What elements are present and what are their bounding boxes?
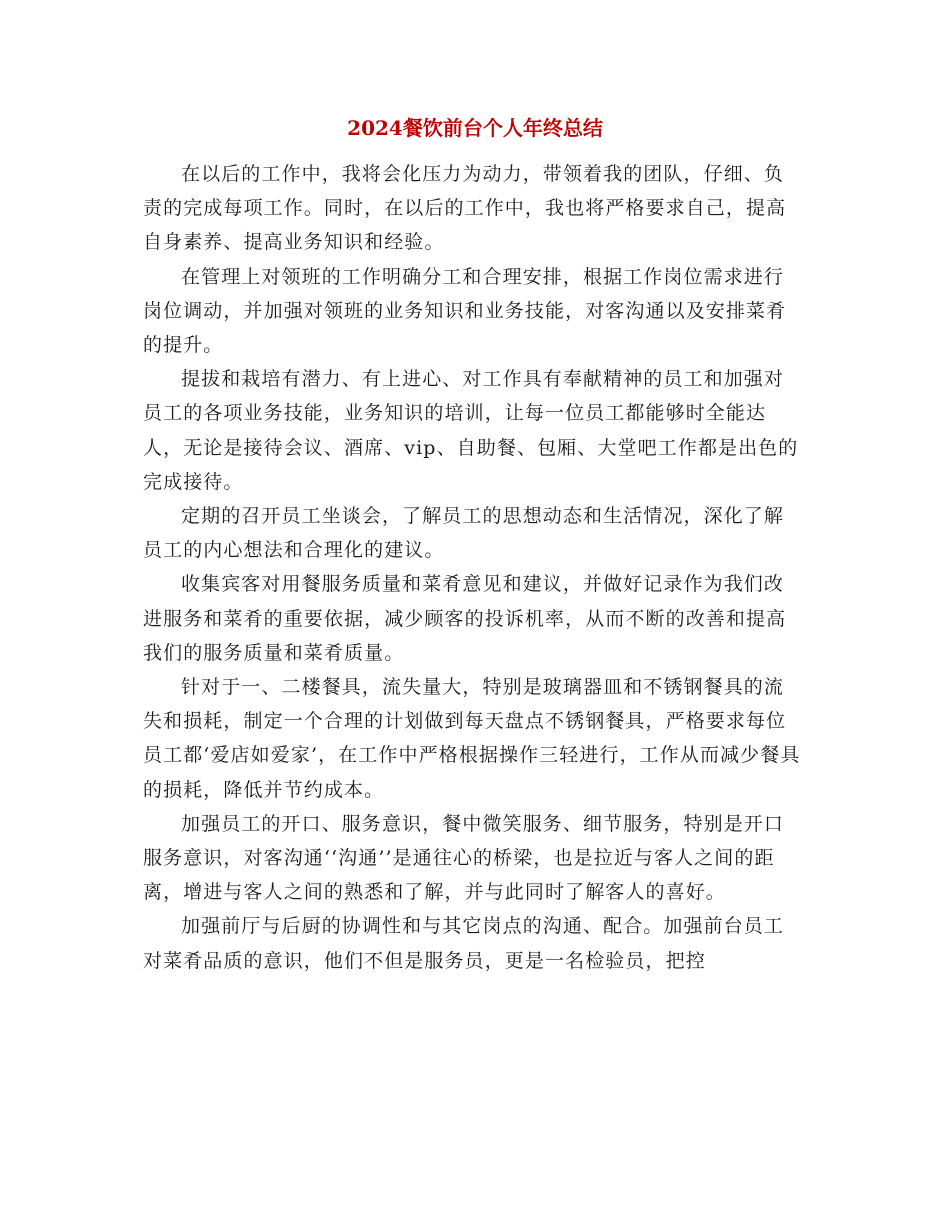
paragraph: 加强前厅与后厨的协调性和与其它岗点的沟通、配合。加强前台员工对菜肴品质的意识，他们不但是服务员，更是一名检验员，把控 [143, 915, 785, 972]
paragraph: 在管理上对领班的工作明确分工和合理安排，根据工作岗位需求进行岗位调动，并加强对领班的业务知识和业务技能，对客沟通以及安排菜肴的提升。 [143, 265, 787, 357]
paragraph: 加强员工的开口、服务意识，餐中微笑服务、细节服务，特别是开口服务意识，对客沟通‘‘沟通’’是通往心的桥梁，也是拉近与客人之间的距离，增进与客人之间的熟悉和了解，并与此同时了解客人的喜好。 [143, 812, 785, 904]
document-body [143, 157, 803, 978]
document-title: 2024餐饮前台个人年终总结 [347, 116, 603, 140]
paragraph: 针对于一、二楼餐具，流失量大，特别是玻璃器皿和不锈钢餐具的流失和损耗，制定一个合理的计划做到每天盘点不锈钢餐具，严格要求每位员工都‘爱店如爱家’，在工作中严格根据操作三轻进行，工作从而减少餐具的损耗，降低并节约成本。 [143, 676, 801, 801]
paragraph: 定期的召开员工坐谈会，了解员工的思想动态和生活情况，深化了解员工的内心想法和合理化的建议。 [143, 505, 785, 562]
paragraph: 在以后的工作中，我将会化压力为动力，带领着我的团队，仔细、负责的完成每项工作。同时，在以后的工作中，我也将严格要求自己，提高自身素养、提高业务知识和经验。 [143, 163, 787, 254]
paragraph: 提拔和栽培有潜力、有上进心、对工作具有奉献精神的员工和加强对员工的各项业务技能，业务知识的培训，让每一位员工都能够时全能达人，无论是接待会议、酒席、vip、自助餐、包厢、大堂吧工作都是出色的完成接待。 [143, 368, 799, 493]
paragraph: 收集宾客对用餐服务质量和菜肴意见和建议，并做好记录作为我们改进服务和菜肴的重要依据，减少顾客的投诉机率，从而不断的改善和提高我们的服务质量和菜肴质量。 [143, 573, 787, 664]
